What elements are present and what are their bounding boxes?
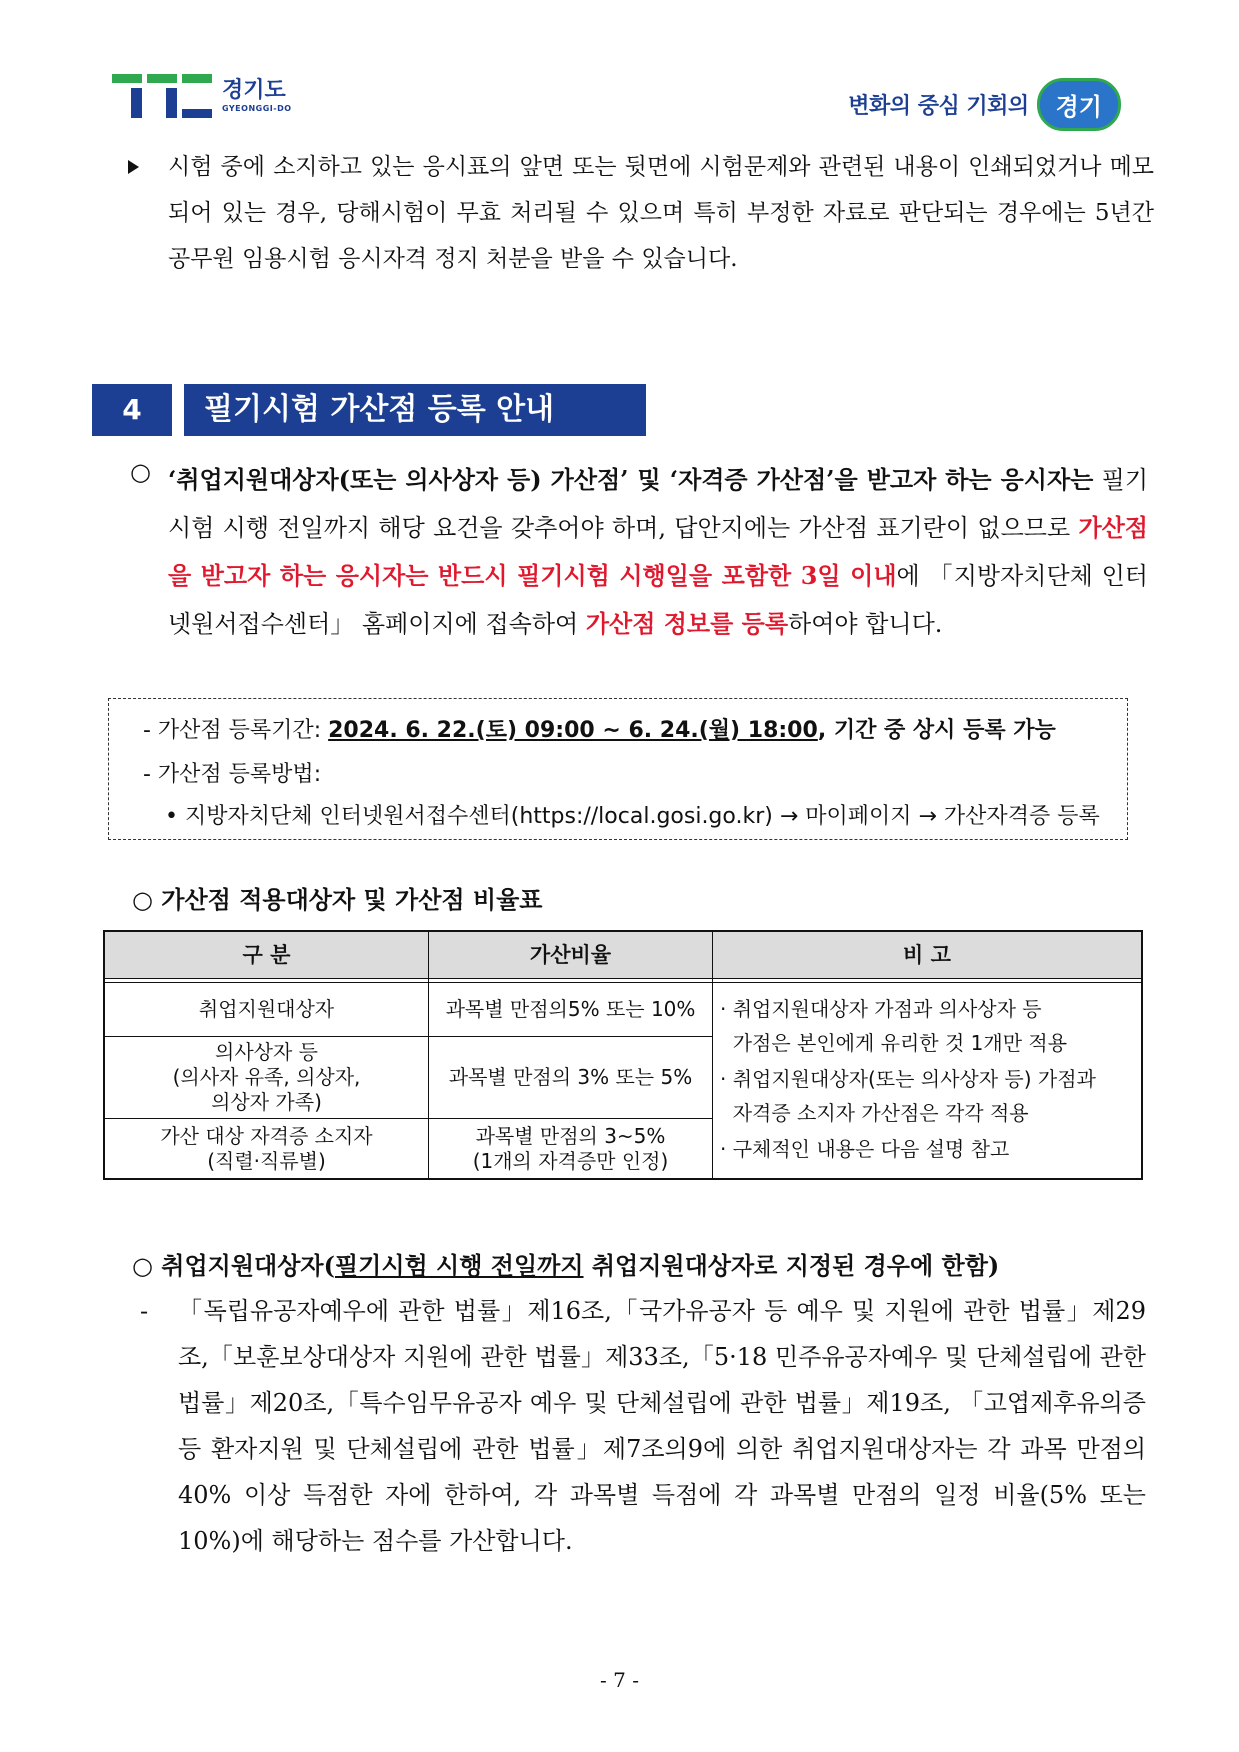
eligibility-suffix: 취업지원대상자로 지정된 경우에 한함): [583, 1251, 1000, 1280]
period-suffix: , 기간 중 상시 등록 가능: [817, 718, 1056, 743]
row-2-category-line-3: 의상자 가족): [211, 1090, 322, 1114]
p1-red-text-b: 가산점 정보를 등록: [585, 609, 789, 638]
table-note-line: · 취업지원대상자(또는 의사상자 등) 가점과: [720, 1067, 1096, 1091]
table-row-3-category: [105, 1119, 428, 1178]
page-number: - 7 -: [600, 1668, 639, 1692]
section-number: 4: [92, 384, 172, 436]
eligibility-underlined: 필기시험 시행 전일까지: [334, 1251, 584, 1280]
row-3-rate-line-1: 과목별 만점의 3~5%: [475, 1123, 666, 1148]
table-divider: [105, 978, 1141, 979]
slogan-text: 변화의 중심 기회의: [848, 94, 1029, 119]
eligibility-heading: [132, 1246, 999, 1281]
p1-text-c: 하여야 합니다.: [788, 610, 943, 638]
row-2-category-line-2: (의사자 유족, 의상자,: [172, 1065, 361, 1089]
table-note-line: 자격증 소지자 가산점은 각각 적용: [720, 1101, 1029, 1125]
table-note-line: · 구체적인 내용은 다음 설명 참고: [720, 1137, 1010, 1161]
table-row-3-rate: [429, 1119, 712, 1178]
logo-english-name: GYEONGGI-DO: [222, 103, 292, 113]
registration-paragraph: [168, 456, 1148, 648]
table-row-2-rate: 과목별 만점의 3% 또는 5%: [448, 1065, 693, 1089]
registration-info-box: [108, 698, 1128, 840]
table-note-line: · 취업지원대상자 가점과 의사상자 등: [720, 997, 1042, 1021]
table-row-1-category: 취업지원대상자: [198, 997, 335, 1021]
eligibility-prefix: ○ 취업지원대상자(: [132, 1251, 335, 1280]
row-2-category-line-1: 의사상자 등: [215, 1040, 318, 1064]
bonus-rate-table: [103, 930, 1143, 1180]
registration-period: [143, 713, 1056, 744]
table-heading: ○ 가산점 적용대상자 및 가산점 비율표: [132, 885, 543, 914]
period-dates: 2024. 6. 22.(토) 09:00 ~ 6. 24.(월) 18:00: [328, 718, 818, 743]
gyeonggi-logo: [112, 74, 292, 118]
table-row-1-rate: 과목별 만점의5% 또는 10%: [445, 997, 696, 1021]
slogan-pill: 경기: [1037, 78, 1121, 131]
row-3-category-line-2: (직렬·직류별): [207, 1148, 326, 1173]
p1-red-text-a: 가산점을 받고자 하는 응시자는 반드시 필기시험 시행일을 포함한 3일 이내: [168, 513, 1148, 590]
p1-bold-text: ‘취업지원대상자(또는 의사상자 등) 가산점’ 및 ‘자격증 가산점’을 받고자 하는 응시자는: [168, 465, 1094, 494]
law-paragraph: 「독립유공자예우에 관한 법률」제16조,「국가유공자 등 예우 및 지원에 관한 법률」제29조,「보훈보상대상자 지원에 관한 법률」제33조,「5·18 민주유공자예우 및 단체설립에 관한 법률」제20조,「특수임무유공자 예우 및 단체설립에 관한 법률」제19조, 「고엽제후유의증 등 환자지원 및 단체설립에 관한 법률」제7조의9에 의한 취업지원대상자는 각 과목 만점의 40% 이상 득점한 자에 한하여, 각 과목별 득점에 각 과목별 만점의 일정 비율(5% 또는 10%)에 해당하는 점수를 가산합니다.: [178, 1297, 1146, 1555]
gyeonggi-logo-mark-icon: [112, 74, 212, 118]
registration-method-label: - 가산점 등록방법:: [143, 762, 322, 787]
dash-bullet: -: [140, 1297, 149, 1325]
table-divider: [712, 932, 713, 1178]
table-header-rate: 가산비율: [429, 932, 712, 978]
table-note-line: 가점은 본인에게 유리한 것 1개만 적용: [720, 1031, 1068, 1055]
triangle-bullet-icon: [128, 160, 139, 174]
period-prefix: - 가산점 등록기간:: [143, 718, 329, 743]
slogan: [848, 78, 1121, 131]
p1-text-b: 에 「지방자치단체 인터넷원서접수센터」 홈페이지에 접속하여: [168, 562, 1148, 638]
row-3-rate-line-2: (1개의 자격증만 인정): [472, 1148, 669, 1173]
circle-bullet-icon: ○: [130, 458, 151, 486]
registration-method-detail: • 지방자치단체 인터넷원서접수센터(https://local.gosi.go.kr) → 마이페이지 → 가산자격증 등록: [165, 804, 1100, 829]
table-row-2-category: [105, 1037, 428, 1118]
table-header-category: 구 분: [105, 932, 428, 978]
logo-korean-name: 경기도: [222, 77, 286, 103]
table-header-note: 비 고: [713, 932, 1141, 978]
p1-text-a: 필기시험 시행 전일까지 해당 요건을 갖추어야 하며, 답안지에는 가산점 표기란이 없으므로: [168, 466, 1148, 542]
intro-paragraph: 시험 중에 소지하고 있는 응시표의 앞면 또는 뒷면에 시험문제와 관련된 내용이 인쇄되었거나 메모되어 있는 경우, 당해시험이 무효 처리될 수 있으며 특히 부정한 자료로 판단되는 경우에는 5년간 공무원 임용시험 응시자격 정지 처분을 받을 수 있습니다.: [168, 154, 1154, 272]
section-title: 필기시험 가산점 등록 안내: [184, 384, 646, 436]
row-3-category-line-1: 가산 대상 자격증 소지자: [160, 1123, 373, 1148]
